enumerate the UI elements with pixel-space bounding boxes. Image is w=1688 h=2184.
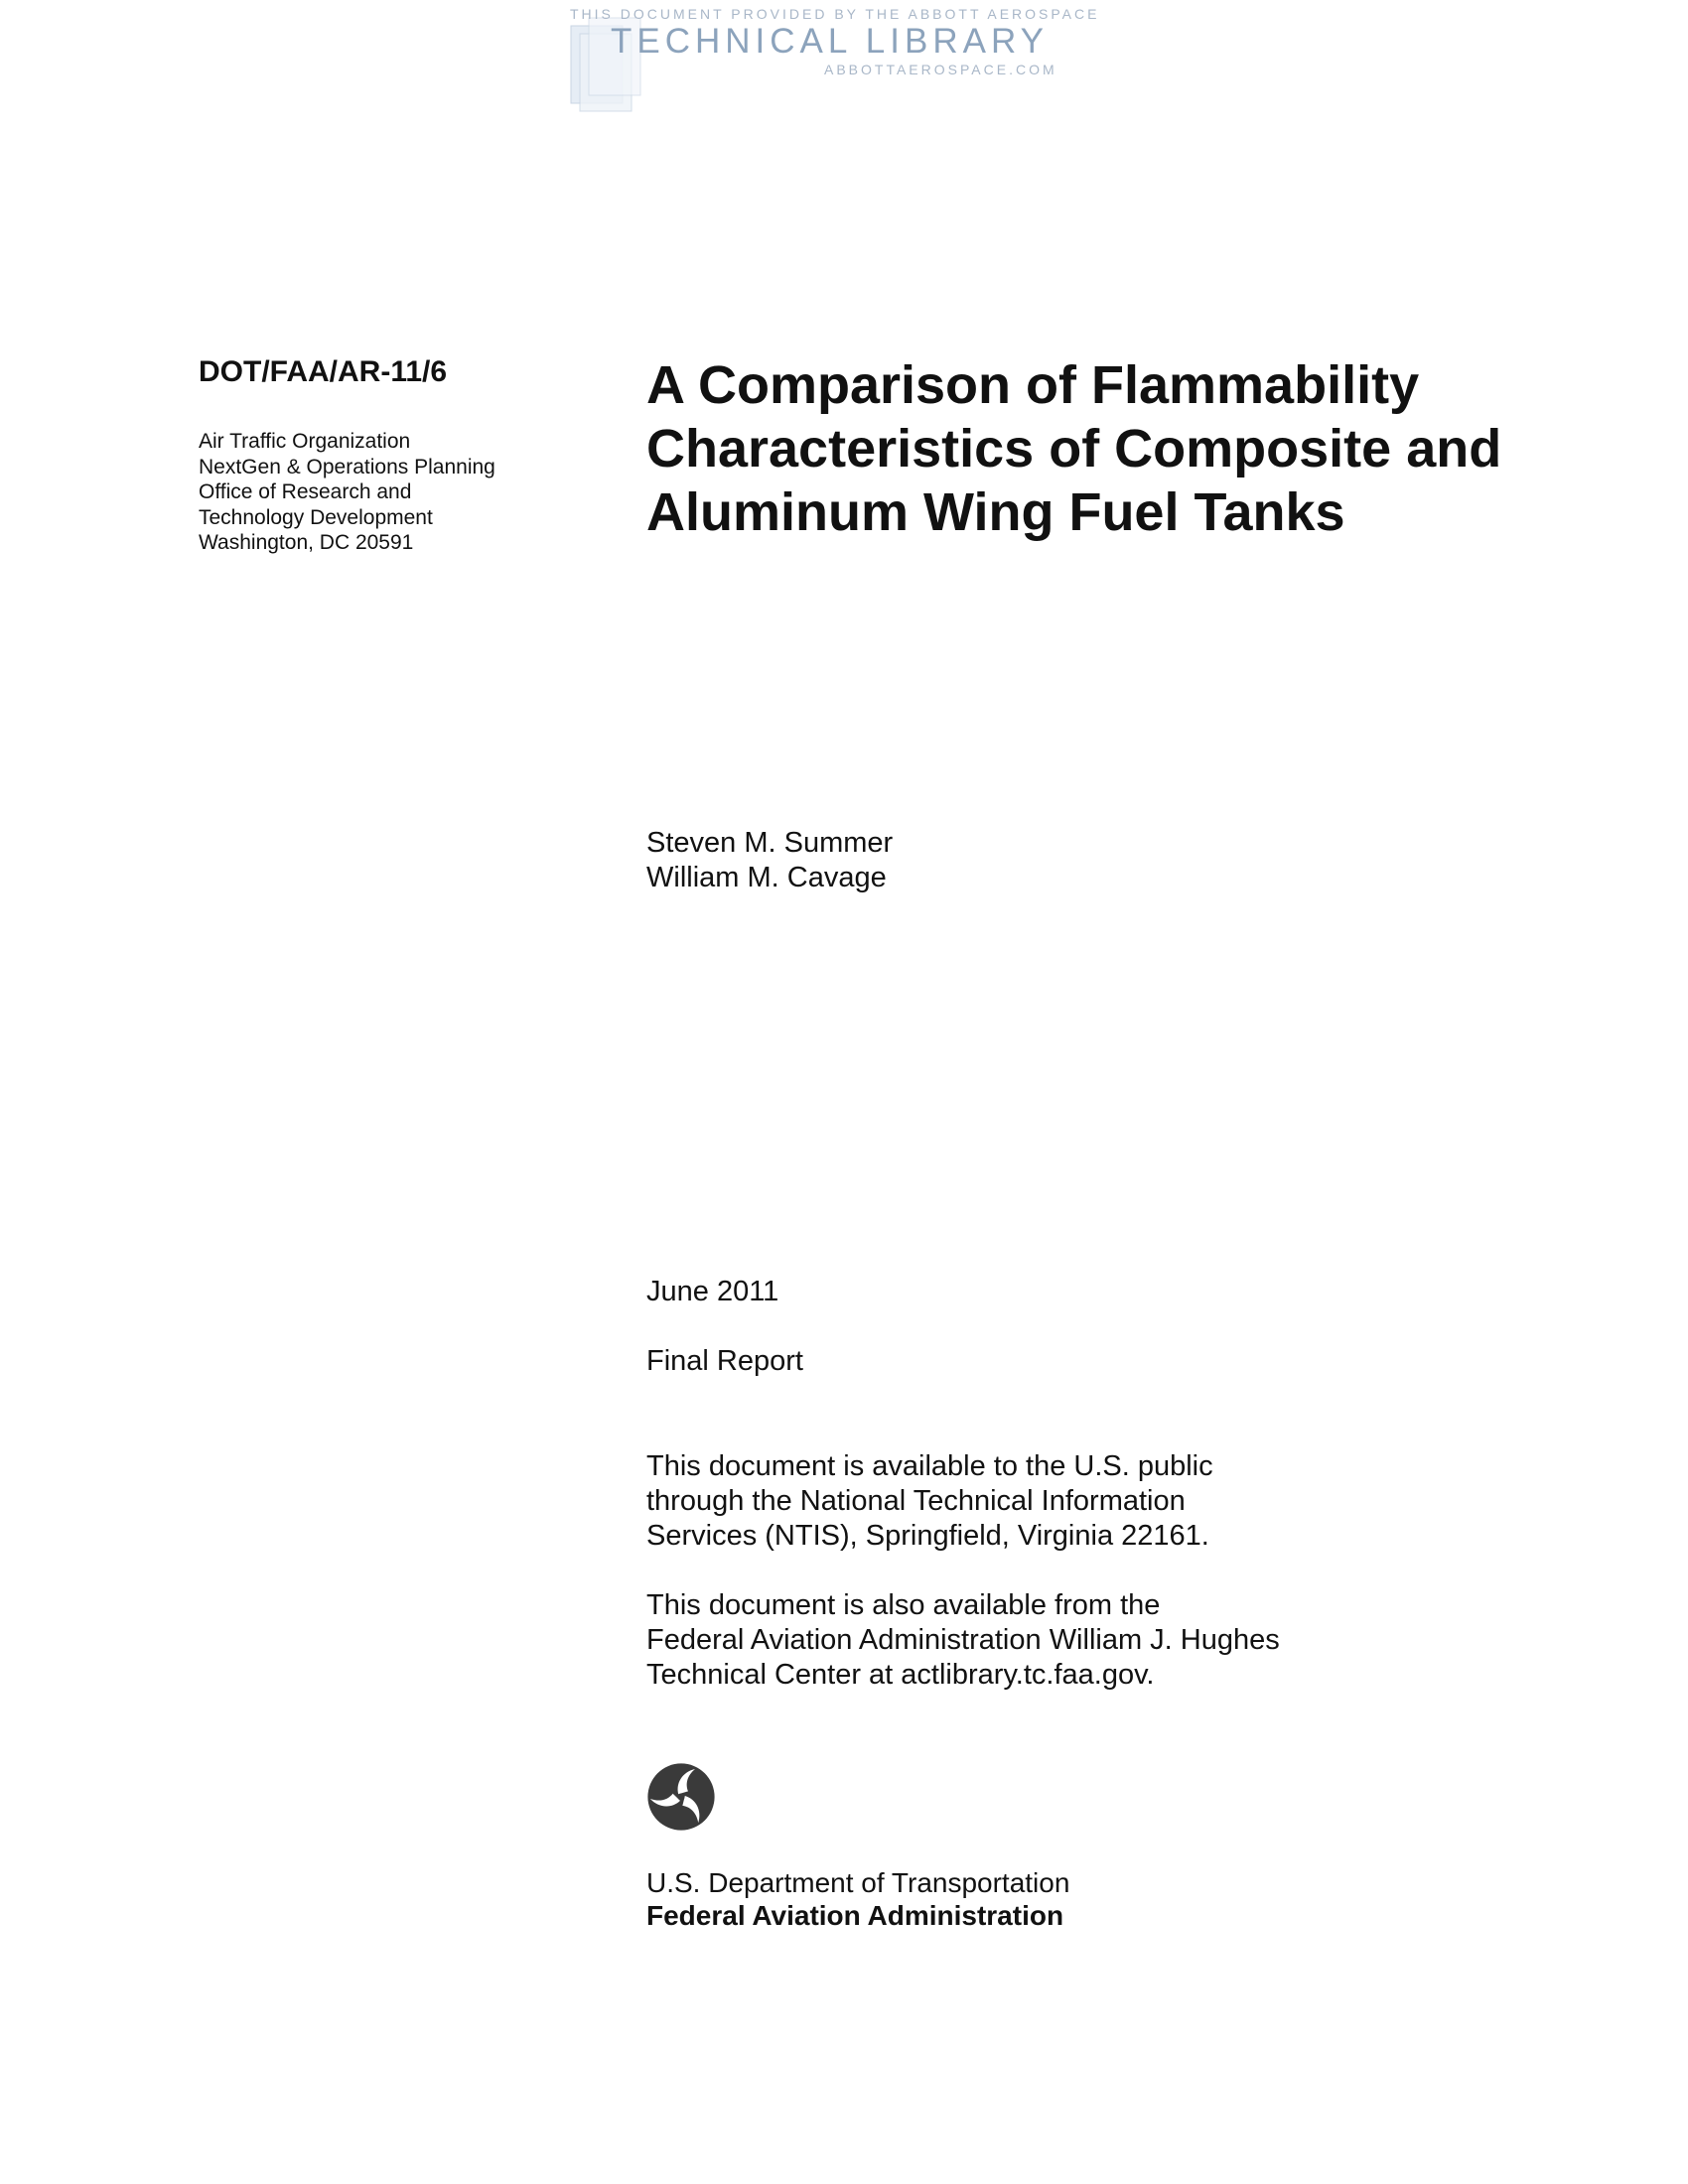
availability-line: Services (NTIS), Springfield, Virginia 22161. <box>646 1520 1209 1552</box>
availability-statement-faa <box>646 1588 1280 1693</box>
library-watermark-banner <box>566 4 1100 113</box>
organization-block <box>199 429 495 556</box>
availability-line: This document is also available from the <box>646 1589 1161 1621</box>
banner-provided-by: THIS DOCUMENT PROVIDED BY THE ABBOTT AEROSPACE <box>570 6 1100 22</box>
report-title <box>646 353 1501 544</box>
organization-line: Washington, DC 20591 <box>199 531 414 554</box>
report-type: Final Report <box>646 1345 803 1377</box>
availability-line: through the National Technical Information <box>646 1485 1186 1517</box>
banner-url: ABBOTTAEROSPACE.COM <box>824 62 1057 77</box>
author-name: William M. Cavage <box>646 862 887 893</box>
organization-line: Office of Research and <box>199 480 412 503</box>
agency-block <box>646 1866 1069 1932</box>
availability-line: Technical Center at actlibrary.tc.faa.gov. <box>646 1659 1155 1691</box>
dot-triskelion-icon <box>646 1762 716 1832</box>
title-line: Aluminum Wing Fuel Tanks <box>646 482 1345 542</box>
availability-line: Federal Aviation Administration William J. Hughes <box>646 1624 1280 1656</box>
report-number: DOT/FAA/AR-11/6 <box>199 355 448 388</box>
organization-line: Technology Development <box>199 505 433 529</box>
title-line: Characteristics of Composite and <box>646 419 1502 478</box>
availability-line: This document is available to the U.S. public <box>646 1450 1213 1482</box>
department-name: U.S. Department of Transportation <box>646 1867 1070 1898</box>
title-line: A Comparison of Flammability <box>646 355 1420 415</box>
banner-library-title: TECHNICAL LIBRARY <box>611 22 1049 61</box>
report-date: June 2011 <box>646 1276 779 1307</box>
authors-block <box>646 826 893 895</box>
administration-name: Federal Aviation Administration <box>646 1900 1064 1931</box>
availability-statement-ntis <box>646 1449 1213 1554</box>
author-name: Steven M. Summer <box>646 827 894 859</box>
organization-line: Air Traffic Organization <box>199 430 411 453</box>
organization-line: NextGen & Operations Planning <box>199 455 495 478</box>
